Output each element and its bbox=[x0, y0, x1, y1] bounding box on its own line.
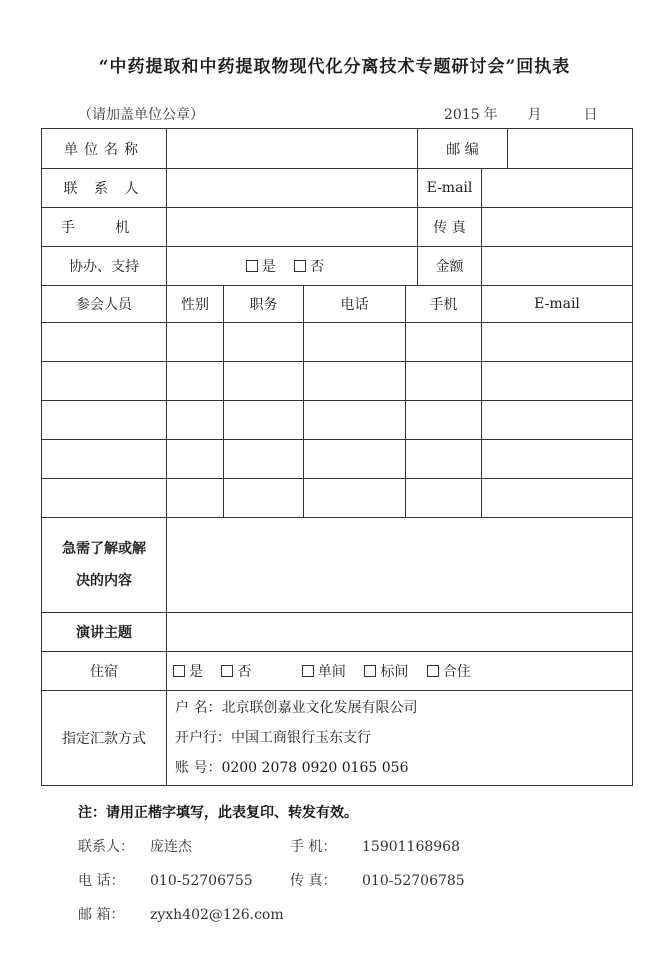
co-organize-options bbox=[167, 247, 418, 286]
attendee-cell[interactable] bbox=[167, 440, 224, 479]
attendee-row bbox=[42, 401, 633, 440]
lodging-standard-option[interactable]: 标间 bbox=[364, 661, 408, 681]
attendee-cell[interactable] bbox=[304, 323, 406, 362]
date-year: 2015 bbox=[444, 107, 480, 123]
attendee-header-mobile: 手机 bbox=[406, 286, 482, 323]
speech-topic-field[interactable] bbox=[167, 613, 633, 652]
co-organize-label: 协办、支持 bbox=[42, 247, 167, 286]
attendee-header-gender: 性别 bbox=[167, 286, 224, 323]
date-line bbox=[444, 104, 598, 124]
row-unit bbox=[42, 129, 633, 169]
date-day-unit: 日 bbox=[583, 107, 598, 123]
attendee-row bbox=[42, 323, 633, 362]
attendee-cell[interactable] bbox=[224, 479, 304, 518]
amount-label: 金额 bbox=[418, 247, 482, 286]
attendee-cell[interactable] bbox=[482, 479, 633, 518]
contact-phone-line: 电 话： 010-52706755 传 真： 010-52706785 bbox=[78, 864, 465, 898]
account-number-line: 账 号：0200 2078 0920 0165 056 bbox=[175, 760, 409, 776]
attendee-header-email: E-mail bbox=[482, 286, 633, 323]
attendee-cell[interactable] bbox=[224, 323, 304, 362]
urgent-topics-field[interactable] bbox=[167, 518, 633, 613]
attendee-cell[interactable] bbox=[406, 401, 482, 440]
page-title: “中药提取和中药提取物现代化分离技术专题研讨会”回执表 bbox=[98, 57, 571, 77]
checkbox-lodging-yes[interactable] bbox=[173, 665, 185, 677]
attendee-cell[interactable] bbox=[482, 401, 633, 440]
attendee-cell[interactable] bbox=[224, 362, 304, 401]
attendee-cell[interactable] bbox=[482, 440, 633, 479]
bank-line: 开户行：中国工商银行玉东支行 bbox=[175, 730, 371, 746]
contact-field[interactable] bbox=[167, 169, 418, 208]
attendee-cell[interactable] bbox=[42, 401, 167, 440]
attendee-cell[interactable] bbox=[406, 362, 482, 401]
contact-mobile: 15901168968 bbox=[362, 839, 460, 855]
attendee-row bbox=[42, 362, 633, 401]
registration-form bbox=[41, 128, 633, 786]
checkbox-standard[interactable] bbox=[364, 665, 376, 677]
attendee-cell[interactable] bbox=[406, 479, 482, 518]
attendee-cell[interactable] bbox=[224, 401, 304, 440]
lodging-single-option[interactable]: 单间 bbox=[302, 661, 346, 681]
attendee-cell[interactable] bbox=[42, 323, 167, 362]
remit-row bbox=[42, 691, 633, 786]
checkbox-shared[interactable] bbox=[427, 665, 439, 677]
date-year-unit: 年 bbox=[483, 107, 498, 123]
date-month-unit: 月 bbox=[527, 107, 542, 123]
attendee-cell[interactable] bbox=[224, 440, 304, 479]
row-mobile bbox=[42, 208, 633, 247]
attendee-cell[interactable] bbox=[167, 401, 224, 440]
attendee-cell[interactable] bbox=[482, 362, 633, 401]
contact-email-line: 邮 箱： zyxh402@126.com bbox=[78, 907, 284, 923]
co-organize-no-option[interactable]: 否 bbox=[294, 256, 324, 276]
lodging-shared-option[interactable]: 合住 bbox=[427, 661, 471, 681]
email-field[interactable] bbox=[482, 169, 633, 208]
attendee-cell[interactable] bbox=[167, 362, 224, 401]
attendee-header-row bbox=[42, 286, 633, 323]
lodging-options bbox=[167, 652, 633, 691]
remit-label: 指定汇款方式 bbox=[42, 691, 167, 786]
lodging-no-option[interactable]: 否 bbox=[221, 661, 251, 681]
lodging-yes-option[interactable]: 是 bbox=[173, 661, 203, 681]
contact-person-name: 庞连杰 bbox=[150, 839, 192, 855]
fax-field[interactable] bbox=[482, 208, 633, 247]
contact-label: 联 系 人 bbox=[42, 169, 167, 208]
contact-notes bbox=[78, 796, 465, 932]
attendee-cell[interactable] bbox=[304, 362, 406, 401]
bank-name: 中国工商银行玉东支行 bbox=[231, 730, 371, 746]
attendee-cell[interactable] bbox=[406, 323, 482, 362]
lodging-row bbox=[42, 652, 633, 691]
mobile-field[interactable] bbox=[167, 208, 418, 247]
stamp-note: （请加盖单位公章） bbox=[78, 107, 204, 123]
co-organize-yes-option[interactable]: 是 bbox=[246, 256, 276, 276]
attendee-header-title: 职务 bbox=[224, 286, 304, 323]
contact-email[interactable]: zyxh402@126.com bbox=[150, 907, 284, 923]
attendee-cell[interactable] bbox=[167, 323, 224, 362]
attendee-cell[interactable] bbox=[42, 362, 167, 401]
fax-label: 传 真 bbox=[418, 208, 482, 247]
checkbox-lodging-no[interactable] bbox=[221, 665, 233, 677]
checkbox-single[interactable] bbox=[302, 665, 314, 677]
checkbox-yes[interactable] bbox=[246, 260, 258, 272]
attendee-cell[interactable] bbox=[167, 479, 224, 518]
checkbox-no[interactable] bbox=[294, 260, 306, 272]
attendee-cell[interactable] bbox=[406, 440, 482, 479]
amount-field[interactable] bbox=[482, 247, 633, 286]
contact-person-line: 联系人： 庞连杰 手 机： 15901168968 bbox=[78, 830, 465, 864]
account-name-line: 户 名：北京联创嘉业文化发展有限公司 bbox=[175, 700, 418, 716]
attendee-cell[interactable] bbox=[304, 479, 406, 518]
attendee-cell[interactable] bbox=[42, 440, 167, 479]
unit-name-field[interactable] bbox=[167, 129, 418, 169]
account-number: 0200 2078 0920 0165 056 bbox=[221, 760, 409, 776]
postcode-label: 邮 编 bbox=[418, 129, 508, 169]
unit-name-label: 单位名称 bbox=[42, 129, 167, 169]
attendee-row bbox=[42, 440, 633, 479]
row-contact bbox=[42, 169, 633, 208]
remit-details bbox=[167, 691, 633, 786]
attendee-header-phone: 电话 bbox=[304, 286, 406, 323]
contact-phone: 010-52706755 bbox=[150, 873, 253, 889]
attendee-cell[interactable] bbox=[304, 440, 406, 479]
postcode-field[interactable] bbox=[508, 129, 633, 169]
contact-fax: 010-52706785 bbox=[362, 873, 465, 889]
attendee-cell[interactable] bbox=[482, 323, 633, 362]
row-co-organize bbox=[42, 247, 633, 286]
email-label: E-mail bbox=[418, 169, 482, 208]
mobile-label: 手 机 bbox=[42, 208, 167, 247]
attendee-cell[interactable] bbox=[304, 401, 406, 440]
instruction-note: 注：请用正楷字填写，此表复印、转发有效。 bbox=[78, 805, 358, 821]
urgent-topics-label: 急需了解或解 决的内容 bbox=[42, 518, 167, 613]
speech-topic-label: 演讲主题 bbox=[42, 613, 167, 652]
urgent-topics-row bbox=[42, 518, 633, 613]
account-name: 北京联创嘉业文化发展有限公司 bbox=[221, 700, 418, 716]
attendee-header-name: 参会人员 bbox=[42, 286, 167, 323]
attendee-row bbox=[42, 479, 633, 518]
attendee-cell[interactable] bbox=[42, 479, 167, 518]
lodging-label: 住宿 bbox=[42, 652, 167, 691]
speech-topic-row bbox=[42, 613, 633, 652]
